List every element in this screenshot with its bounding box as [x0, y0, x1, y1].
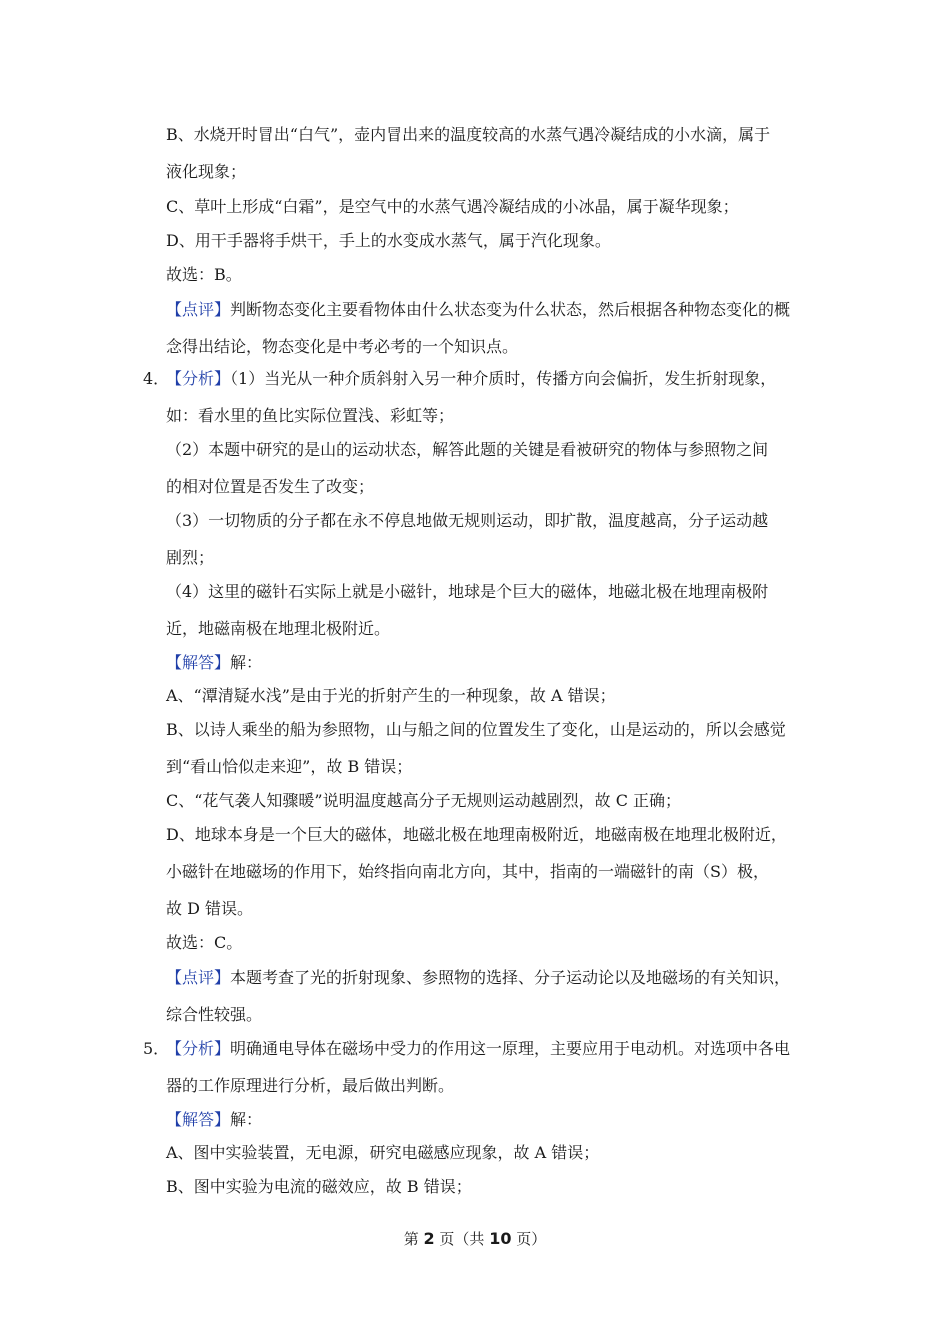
text-line: 剧烈； — [166, 548, 215, 567]
text-line: （4）这里的磁针石实际上就是小磁针，地球是个巨大的磁体，地磁北极在地理南极附 — [166, 582, 769, 601]
text-line: 故选：C。 — [166, 933, 243, 952]
question-number: 4． — [143, 369, 170, 388]
text-line: 综合性较强。 — [166, 1005, 263, 1024]
text-line: 近，地磁南极在地理北极附近。 — [166, 619, 391, 638]
text-line: （2）本题中研究的是山的运动状态，解答此题的关键是看被研究的物体与参照物之间 — [166, 440, 769, 459]
text-line: 器的工作原理进行分析，最后做出判断。 — [166, 1076, 455, 1095]
total-page-number: 10 — [489, 1229, 512, 1248]
text-line: 到“看山恰似走来迎”，故 B 错误； — [166, 757, 413, 776]
text-line: 如：看水里的鱼比实际位置浅、彩虹等； — [166, 406, 455, 425]
answer-line — [166, 653, 262, 673]
text-line: 的相对位置是否发生了改变； — [166, 477, 375, 496]
analysis-text: 明确通电导体在磁场中受力的作用这一原理，主要应用于电动机。对选项中各电 — [230, 1039, 791, 1058]
review-text: 判断物态变化主要看物体由什么状态变为什么状态，然后根据各种物态变化的概 — [230, 300, 791, 319]
text-line: B、以诗人乘坐的船为参照物，山与船之间的位置发生了变化，山是运动的，所以会感觉 — [166, 720, 786, 739]
review-line — [166, 300, 790, 320]
analysis-tag: 【分析】 — [166, 369, 231, 388]
answer-lead: 解： — [230, 1110, 263, 1129]
review-line — [166, 968, 790, 988]
analysis-line — [166, 369, 776, 389]
answer-tag: 【解答】 — [166, 1110, 231, 1129]
footer-suffix: 页） — [511, 1230, 547, 1248]
text-line: D、地球本身是一个巨大的磁体，地磁北极在地理南极附近，地磁南极在地理北极附近， — [166, 825, 787, 844]
text-line: 故 D 错误。 — [166, 899, 254, 918]
text-line: 故选：B。 — [166, 265, 242, 284]
text-line: A、“潭清疑水浅”是由于光的折射产生的一种现象，故 A 错误； — [166, 686, 616, 705]
text-line: C、草叶上形成“白霜”，是空气中的水蒸气遇冷凝结成的小冰晶，属于凝华现象； — [166, 197, 739, 216]
answer-lead: 解： — [230, 653, 263, 672]
page-footer — [0, 1229, 950, 1249]
text-line: A、图中实验装置，无电源，研究电磁感应现象，故 A 错误； — [166, 1143, 600, 1162]
text-line: （3）一切物质的分子都在永不停息地做无规则运动，即扩散，温度越高，分子运动越 — [166, 511, 769, 530]
footer-prefix: 第 — [403, 1230, 424, 1248]
review-tag: 【点评】 — [166, 968, 231, 987]
text-line: 小磁针在地磁场的作用下，始终指向南北方向，其中，指南的一端磁针的南（S）极， — [166, 862, 769, 881]
question-number: 5． — [143, 1039, 170, 1058]
current-page-number: 2 — [423, 1229, 435, 1248]
answer-tag: 【解答】 — [166, 653, 231, 672]
review-text: 本题考查了光的折射现象、参照物的选择、分子运动论以及地磁场的有关知识， — [230, 968, 791, 987]
answer-line — [166, 1110, 262, 1130]
analysis-text: （1）当光从一种介质斜射入另一种介质时，传播方向会偏折，发生折射现象， — [230, 369, 777, 388]
review-tag: 【点评】 — [166, 300, 231, 319]
analysis-tag: 【分析】 — [166, 1039, 231, 1058]
text-line: C、“花气袭人知骤暖”说明温度越高分子无规则运动越剧烈，故 C 正确； — [166, 791, 682, 810]
text-line: B、水烧开时冒出“白气”，壶内冒出来的温度较高的水蒸气遇冷凝结成的小水滴，属于 — [166, 125, 771, 144]
text-line: D、用干手器将手烘干，手上的水变成水蒸气，属于汽化现象。 — [166, 231, 611, 250]
text-line: B、图中实验为电流的磁效应，故 B 错误； — [166, 1177, 472, 1196]
text-line: 液化现象； — [166, 162, 247, 181]
footer-middle: 页（共 — [434, 1230, 490, 1248]
text-line: 念得出结论，物态变化是中考必考的一个知识点。 — [166, 337, 519, 356]
analysis-line — [166, 1039, 790, 1059]
